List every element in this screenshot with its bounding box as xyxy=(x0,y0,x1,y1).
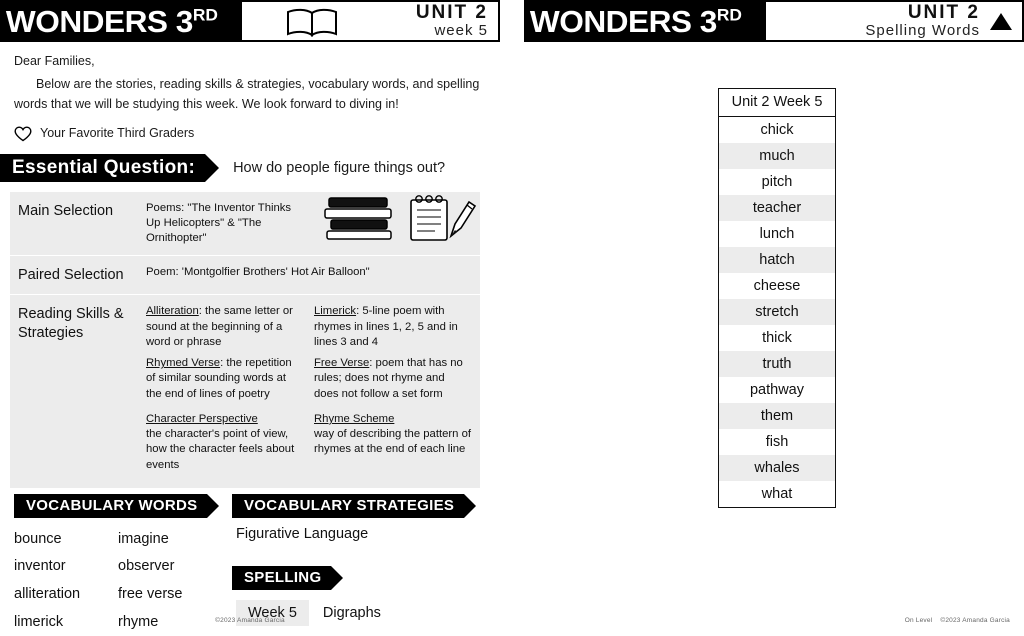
table-row xyxy=(10,295,480,488)
brand-tag xyxy=(0,0,242,42)
list-item: teacher xyxy=(719,195,835,221)
paired-selection-value: Poem: 'Montgolfier Brothers' Hot Air Balloon" xyxy=(146,266,370,279)
skills-column-1 xyxy=(146,304,304,479)
brand-text: WONDERS 3 xyxy=(5,3,193,39)
right-page xyxy=(524,0,1024,630)
unit-label-right: UNIT 2 xyxy=(907,2,980,24)
list-item: limerick xyxy=(14,613,64,630)
skill-item: Rhymed Verse: the repetition of similar sounding words at the end of lines of poetry xyxy=(146,357,292,400)
essential-question-text: How do people figure things out? xyxy=(233,159,446,176)
vocabulary-strategies-tag xyxy=(232,494,464,518)
left-banner-right xyxy=(242,0,500,42)
spelling-week-chip: Week 5 xyxy=(236,600,309,626)
list-item: imagine xyxy=(118,530,169,547)
list-item: truth xyxy=(719,351,835,377)
selections-table xyxy=(10,192,480,488)
family-letter xyxy=(0,42,500,144)
right-banner xyxy=(524,0,1024,42)
skill-item: Free Verse: poem that has no rules; does not rhyme and does not follow a set form xyxy=(314,357,463,400)
left-copyright: ©2023 Amanda Garcia xyxy=(215,617,285,624)
vocabulary-strategies-heading: VOCABULARY STRATEGIES xyxy=(244,497,455,515)
essential-question-label: Essential Question: xyxy=(12,156,196,178)
spelling-word-list xyxy=(718,88,836,508)
triangle-up-icon xyxy=(990,13,1012,30)
unit-block xyxy=(416,3,488,39)
spelling-pattern: Digraphs xyxy=(322,604,381,621)
reading-skills-label: Reading Skills & Strategies xyxy=(18,306,124,341)
spelling-tag xyxy=(232,566,331,590)
signature-text: Your Favorite Third Graders xyxy=(40,126,195,141)
list-item: observer xyxy=(118,558,175,575)
left-footer xyxy=(0,617,500,624)
vocabulary-words-tag xyxy=(14,494,207,518)
list-item: pitch xyxy=(761,174,793,190)
brand-superscript: RD xyxy=(192,5,218,25)
list-item: rhyme xyxy=(118,613,159,630)
level-label: On Level xyxy=(904,617,933,624)
list-item: fish xyxy=(765,434,789,450)
vocabulary-strategies-text: Figurative Language xyxy=(236,525,369,542)
spelling-list-header: Unit 2 Week 5 xyxy=(719,89,835,117)
letter-body: Below are the stories, reading skills & strategies, vocabulary words, and spelling words that we will be studying this week. We look forward to diving in! xyxy=(14,77,480,111)
spelling-words-subtitle: Spelling Words xyxy=(865,22,980,40)
list-item: chick xyxy=(760,122,794,138)
list-item: pathway xyxy=(749,382,804,398)
unit-block-right xyxy=(865,3,980,39)
list-item: whales xyxy=(719,455,835,481)
table-row xyxy=(10,192,480,257)
list-item: stretch xyxy=(719,299,835,325)
letter-greeting: Dear Families, xyxy=(14,54,95,68)
unit-label: UNIT 2 xyxy=(415,2,488,24)
list-item: them xyxy=(719,403,835,429)
list-item: free verse xyxy=(118,585,183,602)
table-row xyxy=(10,256,480,295)
list-item: hatch xyxy=(719,247,835,273)
strategies-spelling-block xyxy=(232,494,482,636)
brand-superscript-right: RD xyxy=(716,5,742,25)
vocabulary-words-heading: VOCABULARY WORDS xyxy=(26,497,198,515)
brand-title xyxy=(5,3,218,39)
brand-title-right xyxy=(529,3,742,39)
vocab-section xyxy=(0,494,500,636)
skill-item: Rhyme Scheme way of describing the pattern of rhymes at the end of each line xyxy=(314,412,471,456)
open-book-icon xyxy=(284,8,340,38)
skill-item: Alliteration: the same letter or sound at the beginning of a word or phrase xyxy=(146,305,293,348)
essential-question-tag xyxy=(0,154,205,182)
list-item: much xyxy=(719,143,835,169)
main-selection-value: Poems: "The Inventor Thinks Up Helicopters" & "The Ornithopter" xyxy=(146,201,292,244)
left-page xyxy=(0,0,500,630)
list-item: cheese xyxy=(753,278,801,294)
heart-icon xyxy=(14,126,32,142)
letter-signature xyxy=(14,124,482,143)
list-item: what xyxy=(761,486,793,502)
selection-icons xyxy=(315,192,479,256)
left-banner xyxy=(0,0,500,42)
list-item: thick xyxy=(762,330,792,346)
spelling-heading: SPELLING xyxy=(244,569,322,587)
list-item: alliteration xyxy=(14,585,81,602)
vocabulary-words-block xyxy=(0,494,232,636)
list-item: inventor xyxy=(14,558,66,575)
right-copyright: ©2023 Amanda Garcia xyxy=(940,617,1010,624)
notepad-pencil-icon xyxy=(407,192,479,244)
reading-skills-value xyxy=(140,295,480,488)
books-stack-icon xyxy=(323,192,399,242)
brand-tag-right xyxy=(524,0,766,42)
skills-column-2 xyxy=(314,304,472,479)
list-item: bounce xyxy=(14,530,62,547)
week-label: week 5 xyxy=(434,22,488,40)
skill-item: Character Perspective the character's point of view, how the character feels about events xyxy=(146,412,295,471)
right-banner-right xyxy=(766,0,1024,42)
main-selection-label: Main Selection xyxy=(18,202,114,219)
list-item: lunch xyxy=(759,226,795,242)
essential-question-row xyxy=(0,154,500,182)
right-footer xyxy=(524,617,1024,624)
brand-text-right: WONDERS 3 xyxy=(529,3,717,39)
paired-selection-label: Paired Selection xyxy=(18,267,124,284)
skill-item: Limerick: 5-line poem with rhymes in lines 1, 2, 5 and in lines 3 and 4 xyxy=(314,305,458,348)
